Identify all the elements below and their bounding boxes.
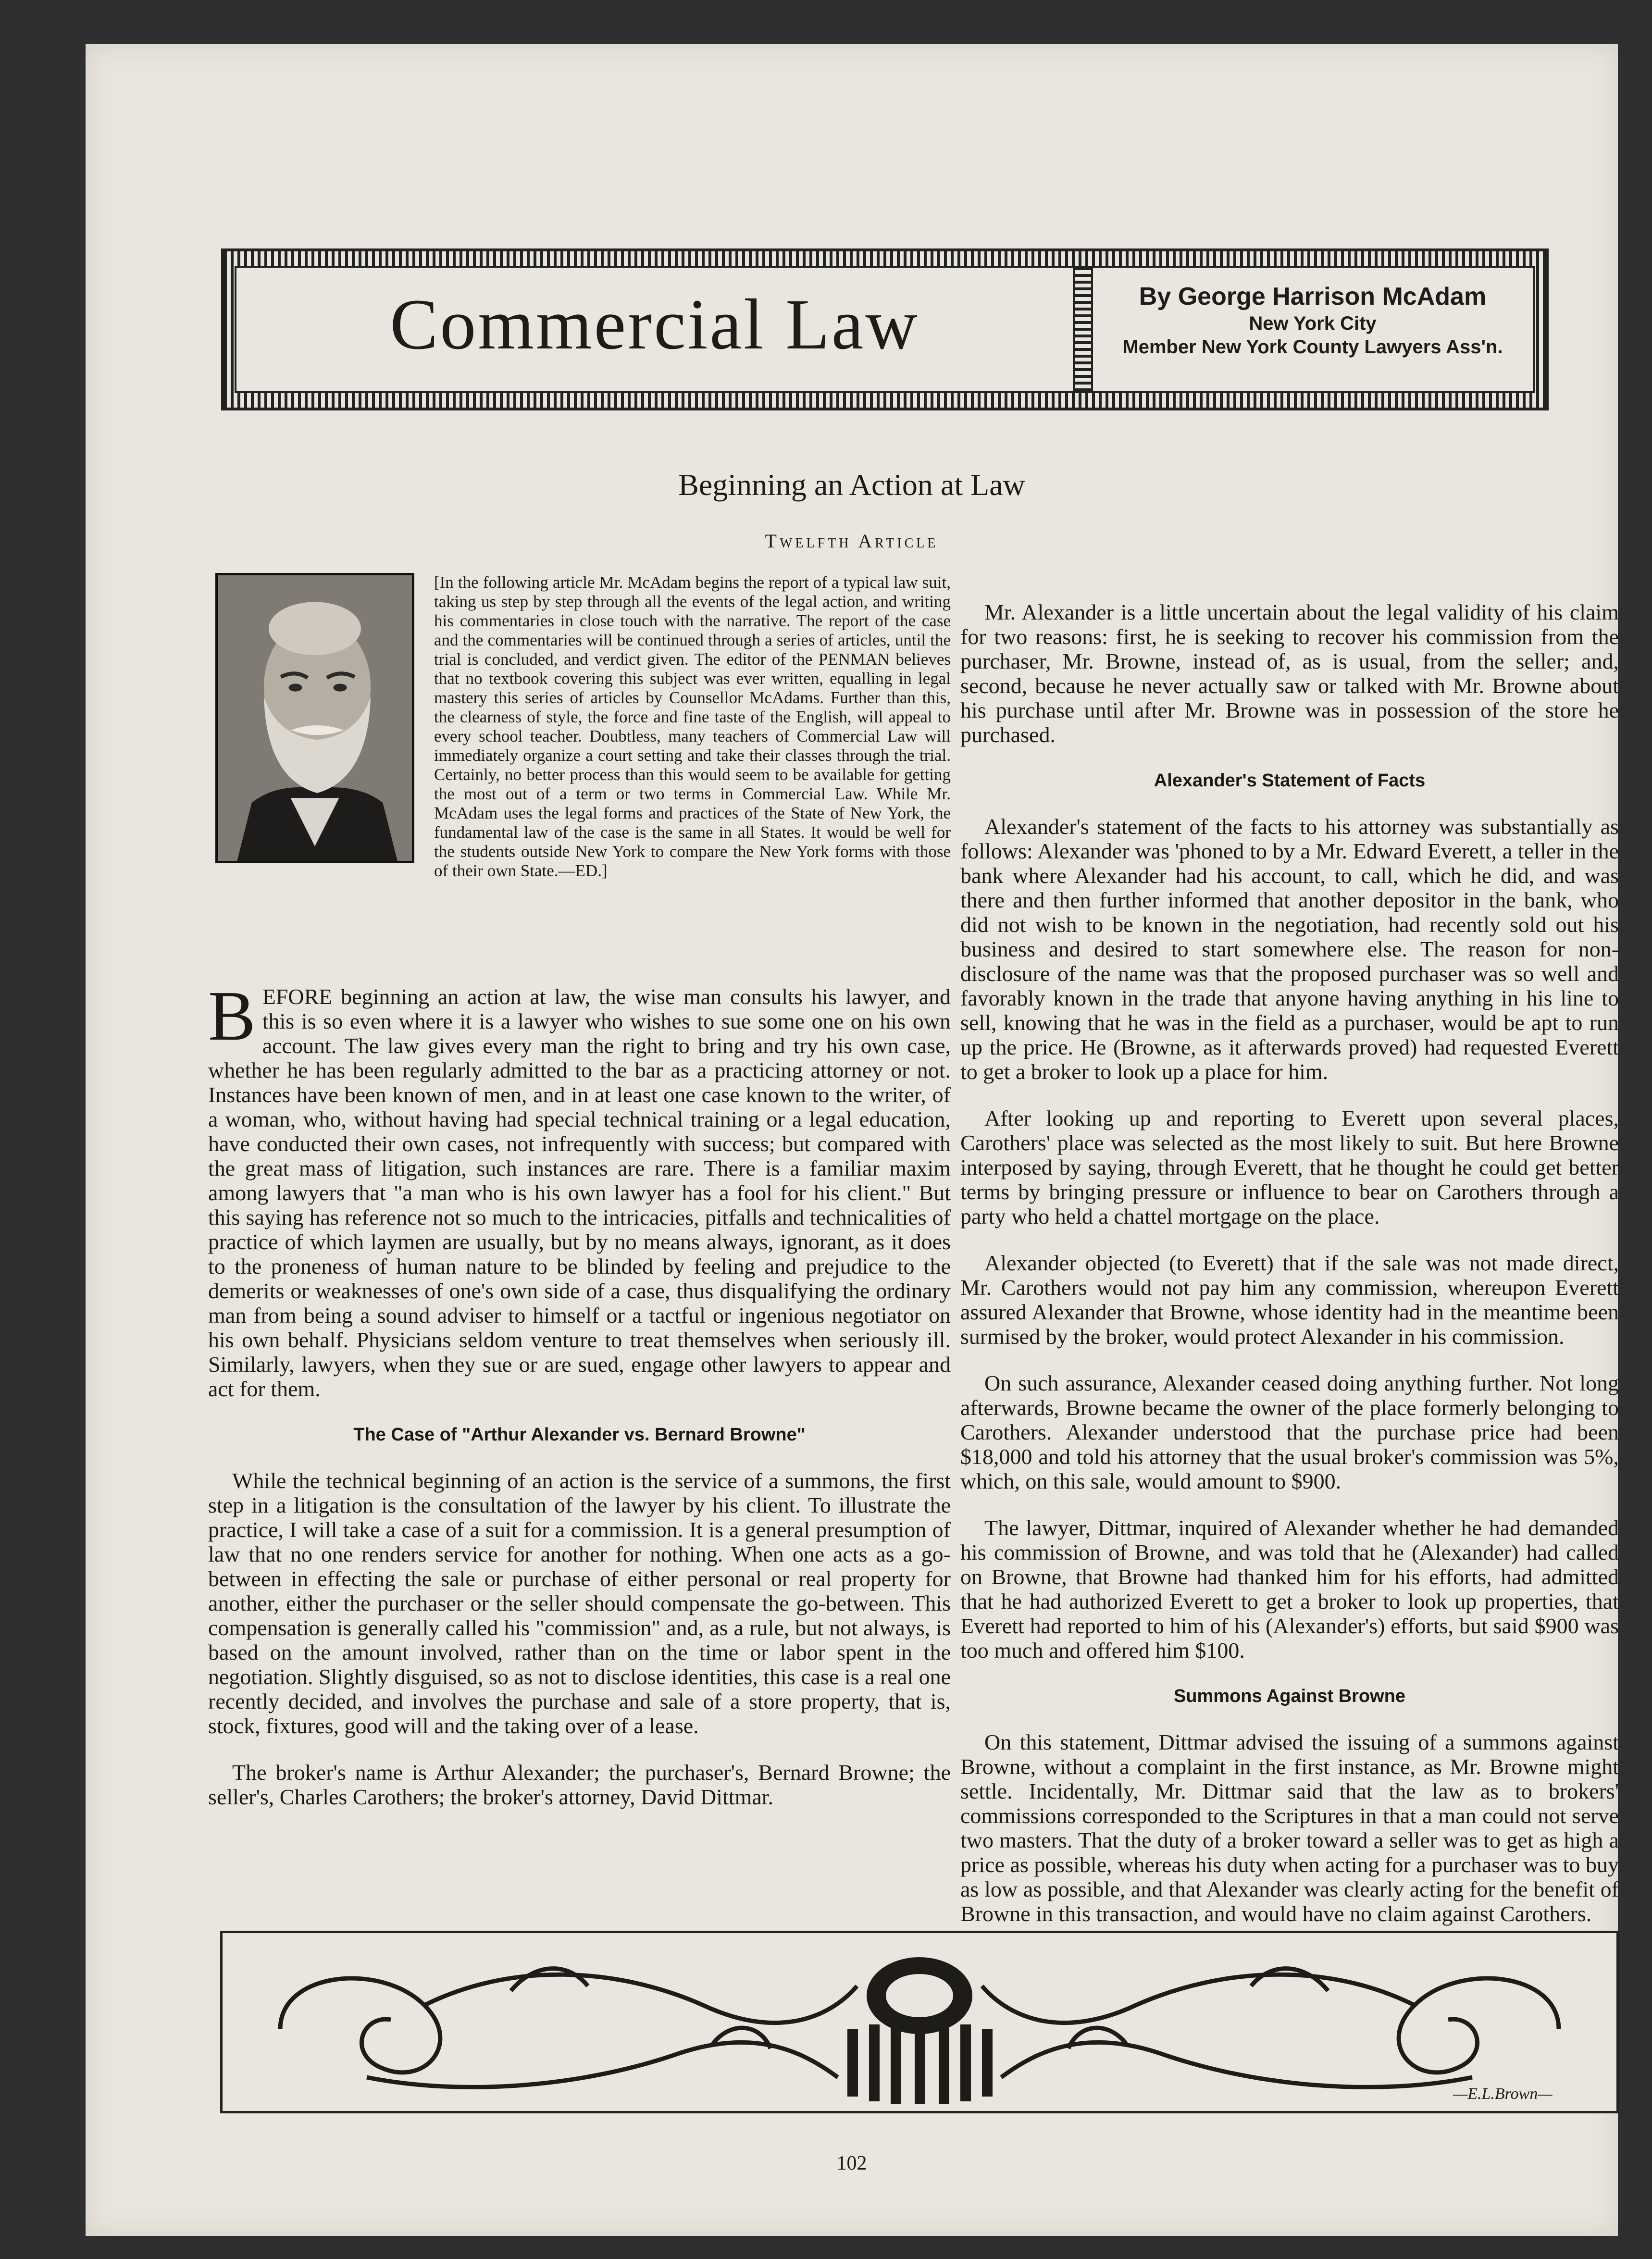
- left-paragraph-1-text: EFORE beginning an action at law, the wise man consults his lawyer, and this is so even where it is a lawyer who wishes to sue some one on his own account. The law gives every man the right to bring and try his own case, whether he has been regularly admitted to the bar as a practicing attorney or not. Instances have been known of men, and in at least one case known to the writer, of a woman, who, without having had special technical training or a legal education, have conducted their own cases, not infrequently with success; but compared with the great mass of litigation, such instances are rare. There is a familiar maxim among lawyers that "a man who is his own lawyer has a fool for his client." But this saying has reference not so much to the intricacies, pitfalls and technicalities of practice of which laymen are usually, but by no means always, ignorant, as it does to the proneness of human nature to be blinded by feeling and prejudice to the demerits or weaknesses of one's own side of a case, thus disqualifying the ordinary man from being a sound adviser to himself or a tactful or ingenious negotiator on his own behalf. Physicians seldom venture to treat themselves when seriously ill. Similarly, lawyers, when they sue or are sued, engage other lawyers to appear and act for them.: [208, 984, 951, 1401]
- article-title: Beginning an Action at Law: [678, 468, 1025, 502]
- left-paragraph-2: While the technical beginning of an action is the service of a summons, the first step in a litigation is the consultation of the lawyer by his client. To illustrate the practice, I will take a case of a suit for a commission. It is a general presumption of law that no one renders service for another for nothing. When one acts as a go-between in effecting the sale or purchase of either personal or real property for another, either the purchaser or the seller should compensate the go-between. This compensation is generally called his "commission" and, as a rule, but not always, is based on the amount involved, rather than on the time or labor spent in the negotiation. Slightly disguised, so as not to disclose identities, this case is a real one recently decided, and involves the purchase and sale of a store property, that is, stock, fixtures, good will and the taking over of a lease.: [208, 1468, 951, 1738]
- header-banner: [221, 248, 1549, 410]
- portrait-image: [218, 575, 412, 861]
- subhead-summons: Summons Against Browne: [1173, 1686, 1406, 1706]
- drop-cap: B: [208, 977, 256, 1055]
- ornament-signature: —E.L.Brown—: [1453, 2085, 1553, 2103]
- byline-affiliation: Member New York County Lawyers Ass'n.: [1122, 336, 1503, 358]
- right-paragraph-3: After looking up and reporting to Everett upon several places, Carothers' place was selected as the most likely to suit. But here Browne interposed by saying, through Everett, that he thought he could get better terms by bringing pressure or influence to bear on Carothers through a party who held a chattel mortgage on the place.: [960, 1106, 1619, 1229]
- editor-note-text: [In the following article Mr. McAdam begins the report of a typical law suit, taking us step by step through all the events of the legal action, and writing his commentaries in close touch with the narrative. The report of the case and the commentaries will be continued through a series of articles, until the trial is concluded, and verdict given. The editor of the PENMAN believes that no textbook covering this subject was ever written, equalling in legal mastery this series of articles by Counsellor McAdams. Further than this, the clearness of style, the force and fine taste of the English, will appeal to every school teacher. Doubtless, many teachers of Commercial Law will immediately organize a court setting and take their classes through the trial. Certainly, no better process than this would seem to be available for getting the most out of a term or two terms in Commercial Law. While Mr. McAdam uses the legal forms and practices of the State of New York, the fundamental law of the case is the same in all States. It would be well for the students outside New York to compare the New York forms with those of their own State.—ED.]: [434, 573, 951, 880]
- left-paragraph-3: The broker's name is Arthur Alexander; the purchaser's, Bernard Browne; the seller's, Charles Carothers; the broker's attorney, David Dittmar.: [208, 1760, 951, 1809]
- header-banner-inner: [235, 266, 1535, 393]
- banner-divider: [1073, 268, 1093, 391]
- byline-location: New York City: [1249, 313, 1377, 334]
- right-paragraph-4: Alexander objected (to Everett) that if the sale was not made direct, Mr. Carothers would not pay him any commission, whereupon Everett assured Alexander that Browne, whose identity had in the meantime been surmised by the broker, would protect Alexander in his commission.: [960, 1251, 1619, 1349]
- byline-author: By George Harrison McAdam: [1139, 283, 1487, 310]
- right-paragraph-5: On such assurance, Alexander ceased doing anything further. Not long afterwards, Browne became the owner of the place formerly belonging to Carothers. Alexander understood that the purchase price had been $18,000 and told his attorney that the usual broker's commission was 5%, which, on this sale, would amount to $900.: [960, 1371, 1619, 1493]
- subhead-case: The Case of "Arthur Alexander vs. Bernard Browne": [353, 1425, 806, 1445]
- section-title: Commercial Law: [390, 285, 919, 364]
- decorative-scroll-ornament: [220, 1931, 1619, 2113]
- scroll-ornament-icon: [223, 1933, 1616, 2111]
- page-number: 102: [836, 2152, 867, 2174]
- right-paragraph-2: Alexander's statement of the facts to his attorney was substantially as follows: Alexander was 'phoned to by a Mr. Edward Everett, a teller in the bank where Alexander had his account, to call, which he did, and was there and then further informed that another depositor in the bank, who did not wish to be known in the negotiation, had recently sold out his business and desired to start somewhere else. The reason for non-disclosure of the name was that the proposed purchaser was so well and favorably known in the trade that anyone having anything in his line to sell, knowing that he was in the field as a purchaser, would be apt to run up the price. He (Browne, as it afterwards proved) had requested Everett to get a broker to look up a place for him.: [960, 814, 1619, 1084]
- right-paragraph-6: The lawyer, Dittmar, inquired of Alexander whether he had demanded his commission of Browne, and was told that he (Alexander) had called on Browne, that Browne had thanked him for his efforts, had admitted that he had authorized Everett to get a broker to look up properties, that Everett had reported to him of his (Alexander's) efforts, but said $900 was too much and offered him $100.: [960, 1515, 1619, 1663]
- right-paragraph-7: On this statement, Dittmar advised the issuing of a summons against Browne, without a complaint in the first instance, as Mr. Browne might settle. Incidentally, Mr. Dittmar said that the law as to brokers' commissions corresponded to the Scriptures in that a man could not serve two masters. That the duty of a broker toward a seller was to get as high a price as possible, whereas his duty when acting for a purchaser was to buy as low as possible, and that Alexander was clearly acting for the benefit of Browne in this transaction, and would have no claim against Carothers.: [960, 1730, 1619, 1926]
- left-column: [208, 962, 951, 1831]
- left-paragraph-1: [208, 977, 951, 1401]
- right-column: [960, 578, 1619, 2044]
- article-subtitle: Twelfth Article: [765, 530, 939, 552]
- author-portrait: [215, 573, 414, 863]
- right-paragraph-1: Mr. Alexander is a little uncertain about the legal validity of his claim for two reasons: first, he is seeking to recover his commission from the purchaser, Mr. Browne, instead of, as is usual, from the seller; and, second, because he never actually saw or talked with Mr. Browne about his purchase until after Mr. Browne was in possession of the store he purchased.: [960, 600, 1619, 747]
- byline: [1092, 282, 1533, 358]
- subhead-statement: Alexander's Statement of Facts: [1154, 770, 1426, 791]
- magazine-page: [86, 44, 1618, 2236]
